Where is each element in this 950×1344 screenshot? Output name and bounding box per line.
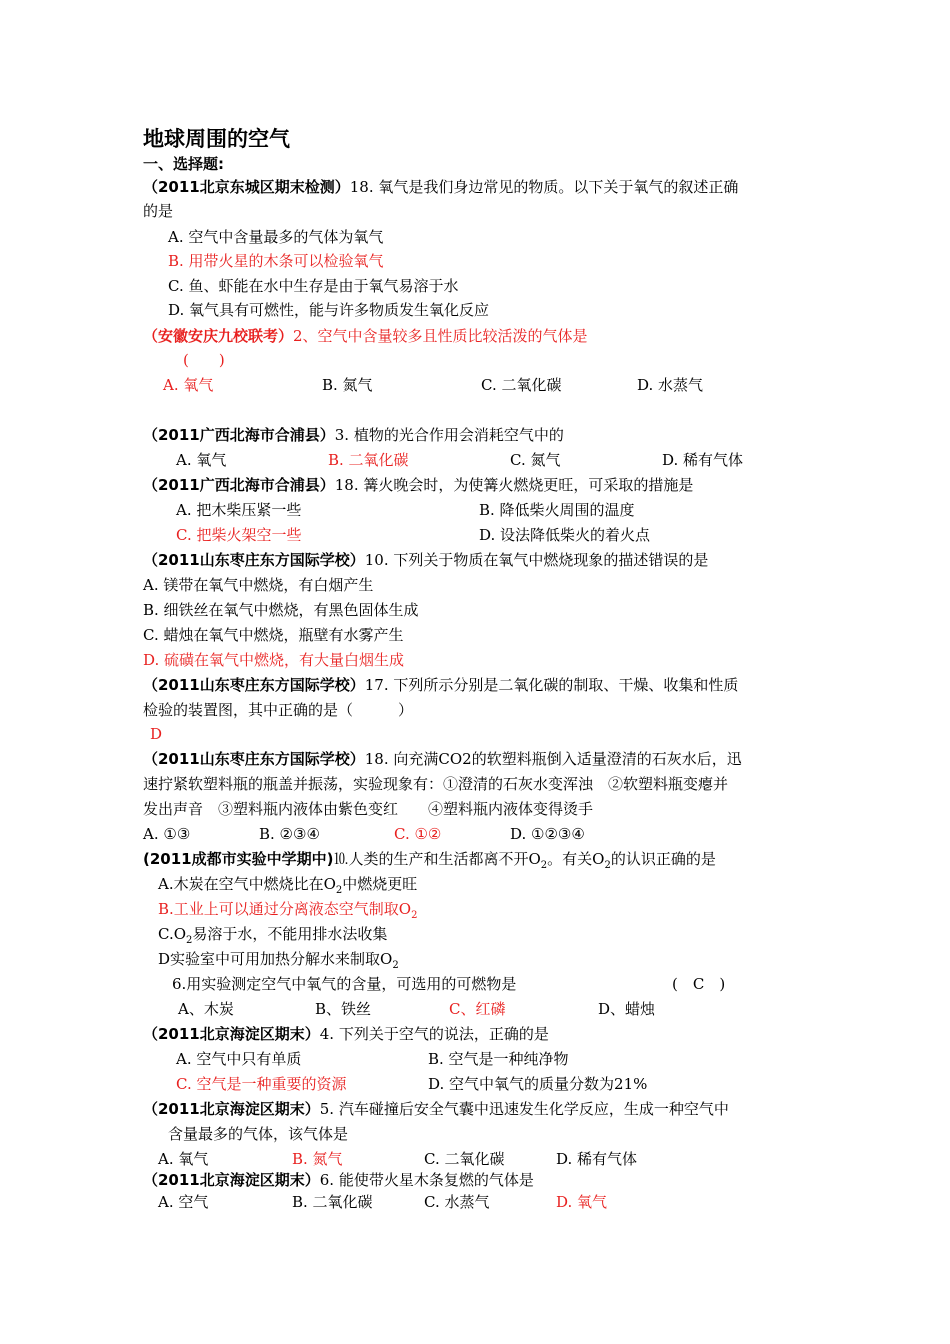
- question-4-stem: [143, 475, 693, 495]
- option-text: 易溶于水，不能用排水法收集: [192, 925, 388, 943]
- question-1-option-b: B. 用带火星的木条可以检验氧气: [168, 252, 384, 270]
- option-text: B.工业上可以通过分离液态空气制取O: [158, 900, 412, 918]
- question-9-option-c: C、红磷: [449, 1000, 506, 1018]
- page-title: 地球周围的空气: [143, 127, 290, 151]
- question-11-option-a: A. 氧气: [158, 1150, 209, 1168]
- question-1-stem-cont: 的是: [143, 202, 174, 220]
- subscript: 2: [411, 910, 418, 921]
- subscript: 2: [604, 860, 611, 871]
- question-7-option-d: D. ①②③④: [510, 825, 585, 843]
- option-text: C.O: [158, 925, 187, 943]
- question-10-option-c: C. 空气是一种重要的资源: [176, 1075, 347, 1093]
- option-text: D实验室中可用加热分解水来制取O: [158, 950, 393, 968]
- question-7-option-b: B. ②③④: [259, 825, 320, 843]
- question-4-option-d: D. 设法降低柴火的着火点: [479, 526, 651, 544]
- question-source: （2011广西北海市合浦县）: [143, 426, 335, 444]
- question-9-stem: 6.用实验测定空气中氧气的含量，可选用的可燃物是: [172, 975, 517, 993]
- question-10-stem: [143, 1024, 549, 1044]
- question-1-option-c: C. 鱼、虾能在水中生存是由于氧气易溶于水: [168, 277, 459, 295]
- question-10-option-b: B. 空气是一种纯净物: [428, 1050, 569, 1068]
- question-6-stem-cont: 检验的装置图，其中正确的是（ ）: [143, 701, 414, 719]
- question-8-stem: [143, 849, 716, 876]
- question-source: (2011成都市实验中学期中): [143, 850, 334, 868]
- option-text: 中燃烧更旺: [342, 875, 418, 893]
- question-8-option-a: [158, 874, 417, 901]
- question-text: 6. 能使带火星木条复燃的气体是: [319, 1171, 534, 1189]
- question-text: 18. 篝火晚会时，为使篝火燃烧更旺，可采取的措施是: [334, 476, 694, 494]
- question-text: 的认识正确的是: [610, 850, 716, 868]
- question-5-option-b: B. 细铁丝在氧气中燃烧，有黑色固体生成: [143, 601, 419, 619]
- question-11-option-d: D. 稀有气体: [556, 1150, 638, 1168]
- question-text: 17. 下列所示分别是二氧化碳的制取、干燥、收集和性质: [364, 676, 739, 694]
- question-6-stem: [143, 675, 738, 695]
- question-text: 18. 氧气是我们身边常见的物质。以下关于氧气的叙述正确: [349, 178, 739, 196]
- question-text: 3. 植物的光合作用会消耗空气中的: [334, 426, 564, 444]
- question-4-option-c: C. 把柴火架空一些: [176, 526, 302, 544]
- question-7-stem-cont2: 发出声音 ③塑料瓶内液体由紫色变红 ④塑料瓶内液体变得烫手: [143, 800, 594, 818]
- question-source: （2011北京海淀区期末）: [143, 1100, 320, 1118]
- question-9-option-a: A、木炭: [178, 1000, 234, 1018]
- question-10-option-d: D. 空气中氧气的质量分数为21%: [428, 1075, 648, 1093]
- question-2-option-c: C. 二氧化碳: [481, 376, 562, 394]
- question-source: （2011山东枣庄东方国际学校）: [143, 551, 365, 569]
- question-12-option-d: D. 氧气: [556, 1193, 608, 1211]
- question-7-stem: [143, 749, 742, 769]
- question-5-option-d: D. 硫磺在氧气中燃烧，有大量白烟生成: [143, 651, 405, 669]
- question-11-option-b: B. 氮气: [292, 1150, 343, 1168]
- question-source: （2011北京东城区期末检测）: [143, 178, 350, 196]
- question-2-option-d: D. 水蒸气: [637, 376, 704, 394]
- question-1-option-d: D. 氧气具有可燃性，能与许多物质发生氧化反应: [168, 301, 490, 319]
- question-8-option-b: [158, 899, 417, 926]
- question-8-option-c: [158, 924, 387, 951]
- question-3-option-c: C. 氮气: [510, 451, 561, 469]
- question-text: 4. 下列关于空气的说法，正确的是: [319, 1025, 549, 1043]
- question-text: ⒑人类的生产和生活都离不开O: [333, 850, 541, 868]
- question-1-stem: [143, 177, 738, 197]
- question-7-option-a: A. ①③: [143, 825, 191, 843]
- question-11-stem: [143, 1099, 729, 1119]
- question-3-option-a: A. 氧气: [176, 451, 227, 469]
- question-9-option-d: D、蜡烛: [598, 1000, 656, 1018]
- question-2-stem: [143, 326, 588, 346]
- question-text: 18. 向充满CO2的软塑料瓶倒入适量澄清的石灰水后，迅: [364, 750, 742, 768]
- subscript: 2: [392, 960, 399, 971]
- question-5-option-c: C. 蜡烛在氧气中燃烧，瓶壁有水雾产生: [143, 626, 404, 644]
- question-2-option-b: B. 氮气: [322, 376, 373, 394]
- question-source: （2011北京海淀区期末）: [143, 1171, 320, 1189]
- question-2-option-a: A. 氧气: [163, 376, 214, 394]
- question-3-stem: [143, 425, 564, 445]
- question-10-option-a: A. 空气中只有单质: [176, 1050, 302, 1068]
- section-heading: 一、选择题:: [143, 155, 224, 173]
- question-4-option-b: B. 降低柴火周围的温度: [479, 501, 635, 519]
- subscript: 2: [186, 935, 193, 946]
- question-2-paren: ( ): [183, 351, 225, 369]
- question-11-option-c: C. 二氧化碳: [424, 1150, 505, 1168]
- question-5-stem: [143, 550, 708, 570]
- question-6-answer: D: [150, 725, 163, 743]
- question-text: 5. 汽车碰撞后安全气囊中迅速发生化学反应，生成一种空气中: [319, 1100, 729, 1118]
- question-text: 。有关O: [547, 850, 605, 868]
- question-5-option-a: A. 镁带在氧气中燃烧，有白烟产生: [143, 576, 374, 594]
- option-text: A.木炭在空气中燃烧比在O: [158, 875, 336, 893]
- question-7-option-c: C. ①②: [394, 825, 442, 843]
- subscript: 2: [540, 860, 548, 871]
- question-source: （安徽安庆九校联考）: [143, 327, 294, 345]
- question-source: （2011广西北海市合浦县）: [143, 476, 335, 494]
- question-source: （2011山东枣庄东方国际学校）: [143, 750, 365, 768]
- question-9-option-b: B、铁丝: [315, 1000, 372, 1018]
- question-8-option-d: [158, 949, 399, 976]
- question-source: （2011山东枣庄东方国际学校）: [143, 676, 365, 694]
- question-text: 2、空气中含量较多且性质比较活泼的气体是: [293, 327, 588, 345]
- question-7-stem-cont: 速拧紧软塑料瓶的瓶盖并振荡，实验现象有：①澄清的石灰水变浑浊 ②软塑料瓶变瘪并: [143, 775, 729, 793]
- question-12-option-b: B. 二氧化碳: [292, 1193, 373, 1211]
- question-source: （2011北京海淀区期末）: [143, 1025, 320, 1043]
- question-text: 10. 下列关于物质在氧气中燃烧现象的描述错误的是: [364, 551, 709, 569]
- question-3-option-d: D. 稀有气体: [662, 451, 744, 469]
- question-12-option-a: A. 空气: [158, 1193, 209, 1211]
- question-1-option-a: A. 空气中含量最多的气体为氧气: [168, 228, 384, 246]
- question-12-option-c: C. 水蒸气: [424, 1193, 490, 1211]
- question-11-stem-cont: 含量最多的气体，该气体是: [168, 1125, 349, 1143]
- question-9-answer-paren: ( C ): [672, 975, 726, 993]
- question-3-option-b: B. 二氧化碳: [328, 451, 409, 469]
- subscript: 2: [335, 885, 343, 896]
- question-12-stem: [143, 1170, 534, 1190]
- question-4-option-a: A. 把木柴压紧一些: [176, 501, 302, 519]
